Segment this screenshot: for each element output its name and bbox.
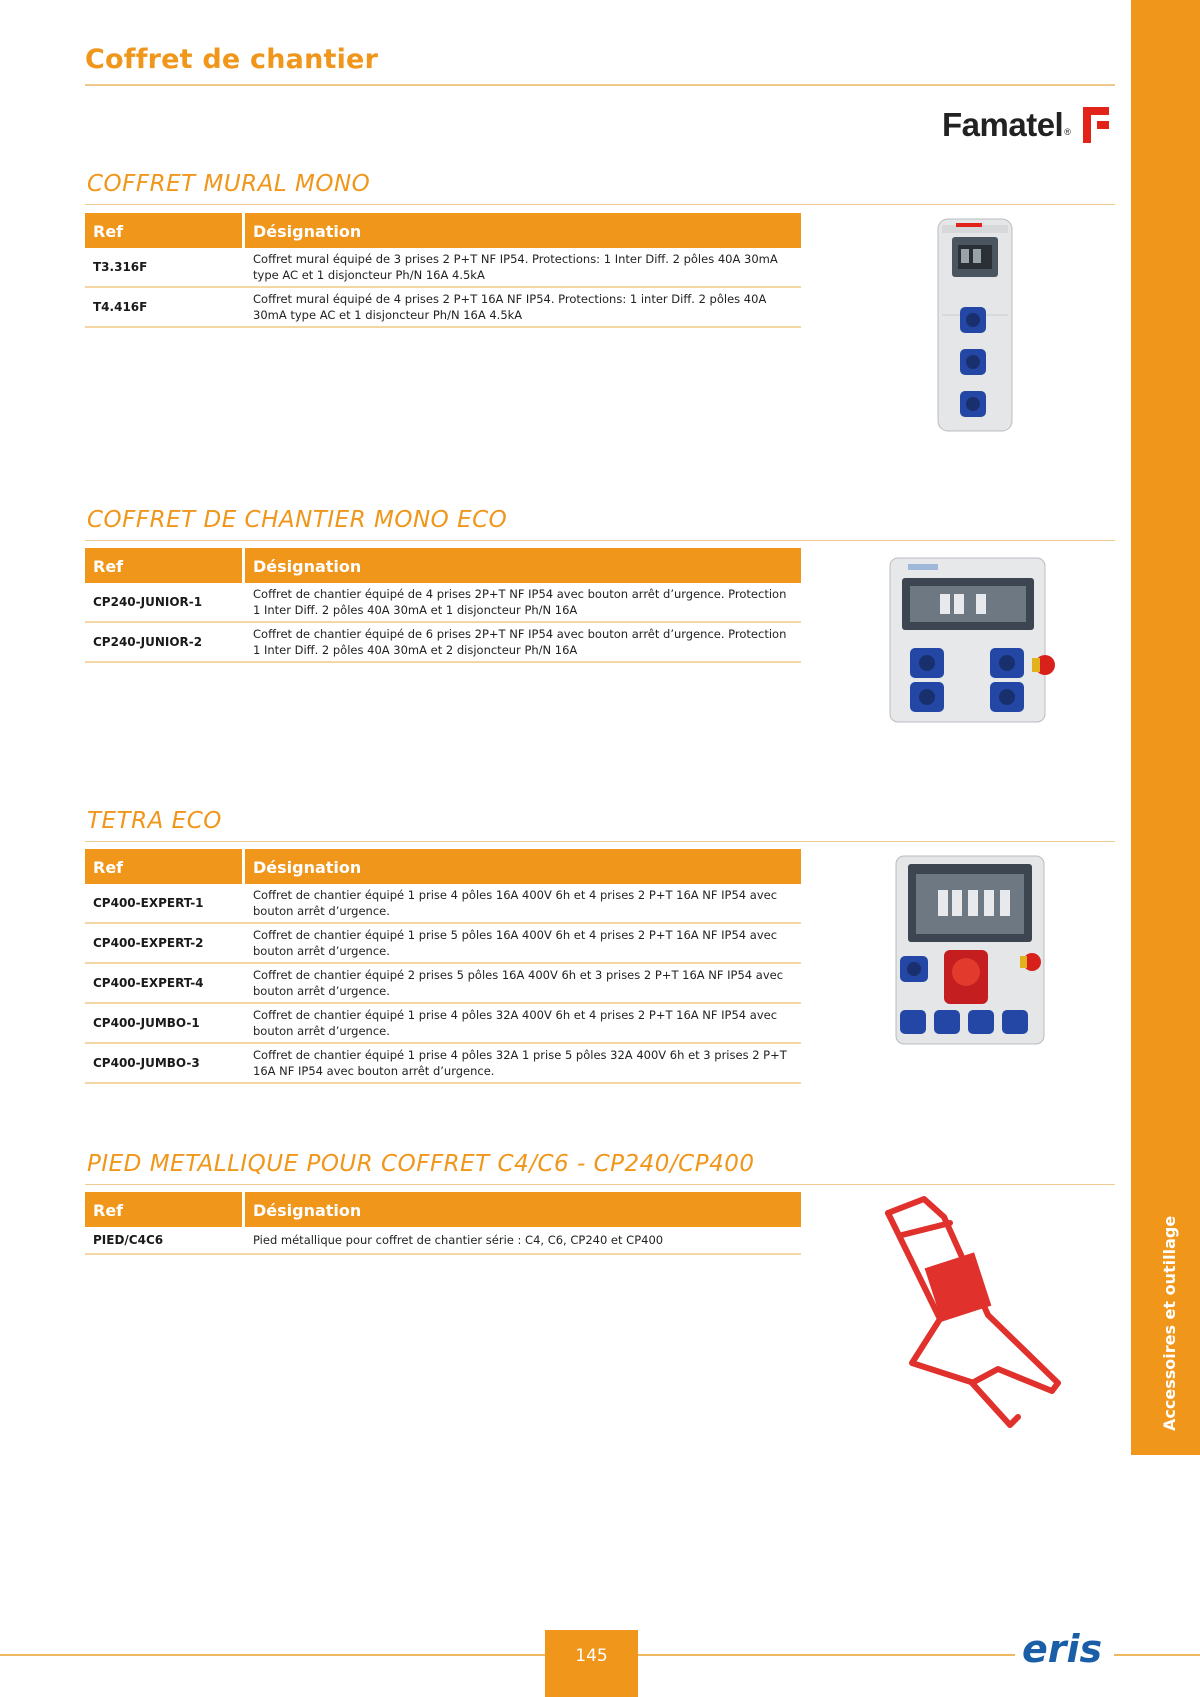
- row-designation: Coffret de chantier équipé de 6 prises 2P+T NF IP54 avec bouton arrêt d’urgence. Protection 1 Inter Diff. 2 pôles 40A 30mA et 2 disjoncteur Ph/N 16A: [253, 627, 787, 657]
- side-category-tab: [1131, 0, 1200, 1455]
- row-ref: CP400-EXPERT-1: [93, 896, 204, 910]
- brand-registered-mark: ®: [1064, 127, 1071, 137]
- side-category-label: Accessoires et outillage: [1160, 1215, 1179, 1431]
- section-heading-tetra-eco: TETRA ECO: [87, 808, 222, 834]
- product-table-pied-metallique: [85, 1192, 801, 1255]
- table-row: [85, 583, 801, 623]
- row-ref: CP400-EXPERT-2: [93, 936, 204, 950]
- row-designation: Pied métallique pour coffret de chantier série : C4, C6, CP240 et CP400: [253, 1233, 664, 1247]
- header-designation: Désignation: [245, 213, 801, 248]
- section-heading-chantier-mono-eco: COFFRET DE CHANTIER MONO ECO: [87, 507, 508, 533]
- product-table-tetra-eco: [85, 849, 801, 1084]
- row-ref: CP400-JUMBO-1: [93, 1016, 200, 1030]
- row-designation: Coffret de chantier équipé 1 prise 4 pôles 16A 400V 6h et 4 prises 2 P+T 16A NF IP54 avec bouton arrêt d’urgence.: [253, 888, 778, 918]
- product-table-mural-mono: [85, 213, 801, 328]
- row-designation: Coffret mural équipé de 3 prises 2 P+T NF IP54. Protections: 1 Inter Diff. 2 pôles 40A 30mA type AC et 1 disjoncteur Ph/N 16A 4.5kA: [253, 252, 778, 282]
- eris-logo: [1020, 1628, 1108, 1668]
- page-number: 145: [575, 1646, 608, 1666]
- table-row: [85, 288, 801, 328]
- row-designation: Coffret mural équipé de 4 prises 2 P+T 16A NF IP54. Protections: 1 inter Diff. 2 pôles 40A 30mA type AC et 1 disjoncteur Ph/N 16A 4.5kA: [253, 292, 767, 322]
- table-row: [85, 964, 801, 1004]
- row-ref: CP400-EXPERT-4: [93, 976, 204, 990]
- section-divider: [85, 540, 1115, 541]
- tetra-box-image: [880, 850, 1060, 1050]
- title-divider: [85, 84, 1115, 86]
- metal-stand-image: [880, 1195, 1065, 1430]
- row-designation: Coffret de chantier équipé 1 prise 4 pôles 32A 1 prise 5 pôles 32A 400V 6h et 3 prises 2 P+T 16A NF IP54 avec bouton arrêt d’urgence.: [253, 1048, 787, 1078]
- site-box-4-sockets-image: [880, 550, 1055, 730]
- section-heading-mural-mono: COFFRET MURAL MONO: [87, 171, 371, 197]
- row-ref: T4.416F: [93, 300, 148, 314]
- footer-rule-left: [0, 1654, 545, 1656]
- brand-name: Famatel: [942, 106, 1064, 143]
- footer-rule-middle: [638, 1654, 1015, 1656]
- header-ref: Ref: [85, 849, 242, 884]
- row-designation: Coffret de chantier équipé 1 prise 4 pôles 32A 400V 6h et 4 prises 2 P+T 16A NF IP54 avec bouton arrêt d’urgence.: [253, 1008, 778, 1038]
- row-ref: T3.316F: [93, 260, 148, 274]
- famatel-logo: [942, 105, 1109, 145]
- table-row: [85, 924, 801, 964]
- page-number-box: [545, 1630, 638, 1697]
- row-ref: CP240-JUNIOR-1: [93, 595, 203, 609]
- table-row: [85, 884, 801, 924]
- section-divider: [85, 204, 1115, 205]
- header-ref: Ref: [85, 213, 242, 248]
- row-ref: CP400-JUMBO-3: [93, 1056, 200, 1070]
- footer-rule-right: [1114, 1654, 1200, 1656]
- table-header: [85, 849, 801, 884]
- section-divider: [85, 841, 1115, 842]
- table-header: [85, 548, 801, 583]
- eris-logo-text: eris: [1022, 1628, 1103, 1668]
- row-designation: Coffret de chantier équipé 1 prise 5 pôles 16A 400V 6h et 4 prises 2 P+T 16A NF IP54 avec bouton arrêt d’urgence.: [253, 928, 778, 958]
- header-ref: Ref: [85, 548, 242, 583]
- page-title: Coffret de chantier: [85, 44, 379, 75]
- row-designation: Coffret de chantier équipé de 4 prises 2P+T NF IP54 avec bouton arrêt d’urgence. Protection 1 Inter Diff. 2 pôles 40A 30mA et 1 disjoncteur Ph/N 16A: [253, 587, 787, 617]
- table-row: [85, 1044, 801, 1084]
- section-divider: [85, 1184, 1115, 1185]
- section-heading-pied-metallique: PIED METALLIQUE POUR COFFRET C4/C6 - CP240/CP400: [87, 1151, 755, 1177]
- table-row: [85, 623, 801, 663]
- table-row: [85, 248, 801, 288]
- header-ref: Ref: [85, 1192, 242, 1227]
- row-ref: CP240-JUNIOR-2: [93, 635, 203, 649]
- famatel-f-icon: [1083, 107, 1109, 143]
- table-row: [85, 1227, 801, 1255]
- header-designation: Désignation: [245, 548, 801, 583]
- row-designation: Coffret de chantier équipé 2 prises 5 pôles 16A 400V 6h et 3 prises 2 P+T 16A NF IP54 avec bouton arrêt d’urgence.: [253, 968, 784, 998]
- table-header: [85, 213, 801, 248]
- header-designation: Désignation: [245, 1192, 801, 1227]
- table-header: [85, 1192, 801, 1227]
- product-table-chantier-mono-eco: [85, 548, 801, 663]
- table-row: [85, 1004, 801, 1044]
- row-ref: PIED/C4C6: [93, 1233, 164, 1247]
- wall-box-image: [930, 215, 1020, 435]
- header-designation: Désignation: [245, 849, 801, 884]
